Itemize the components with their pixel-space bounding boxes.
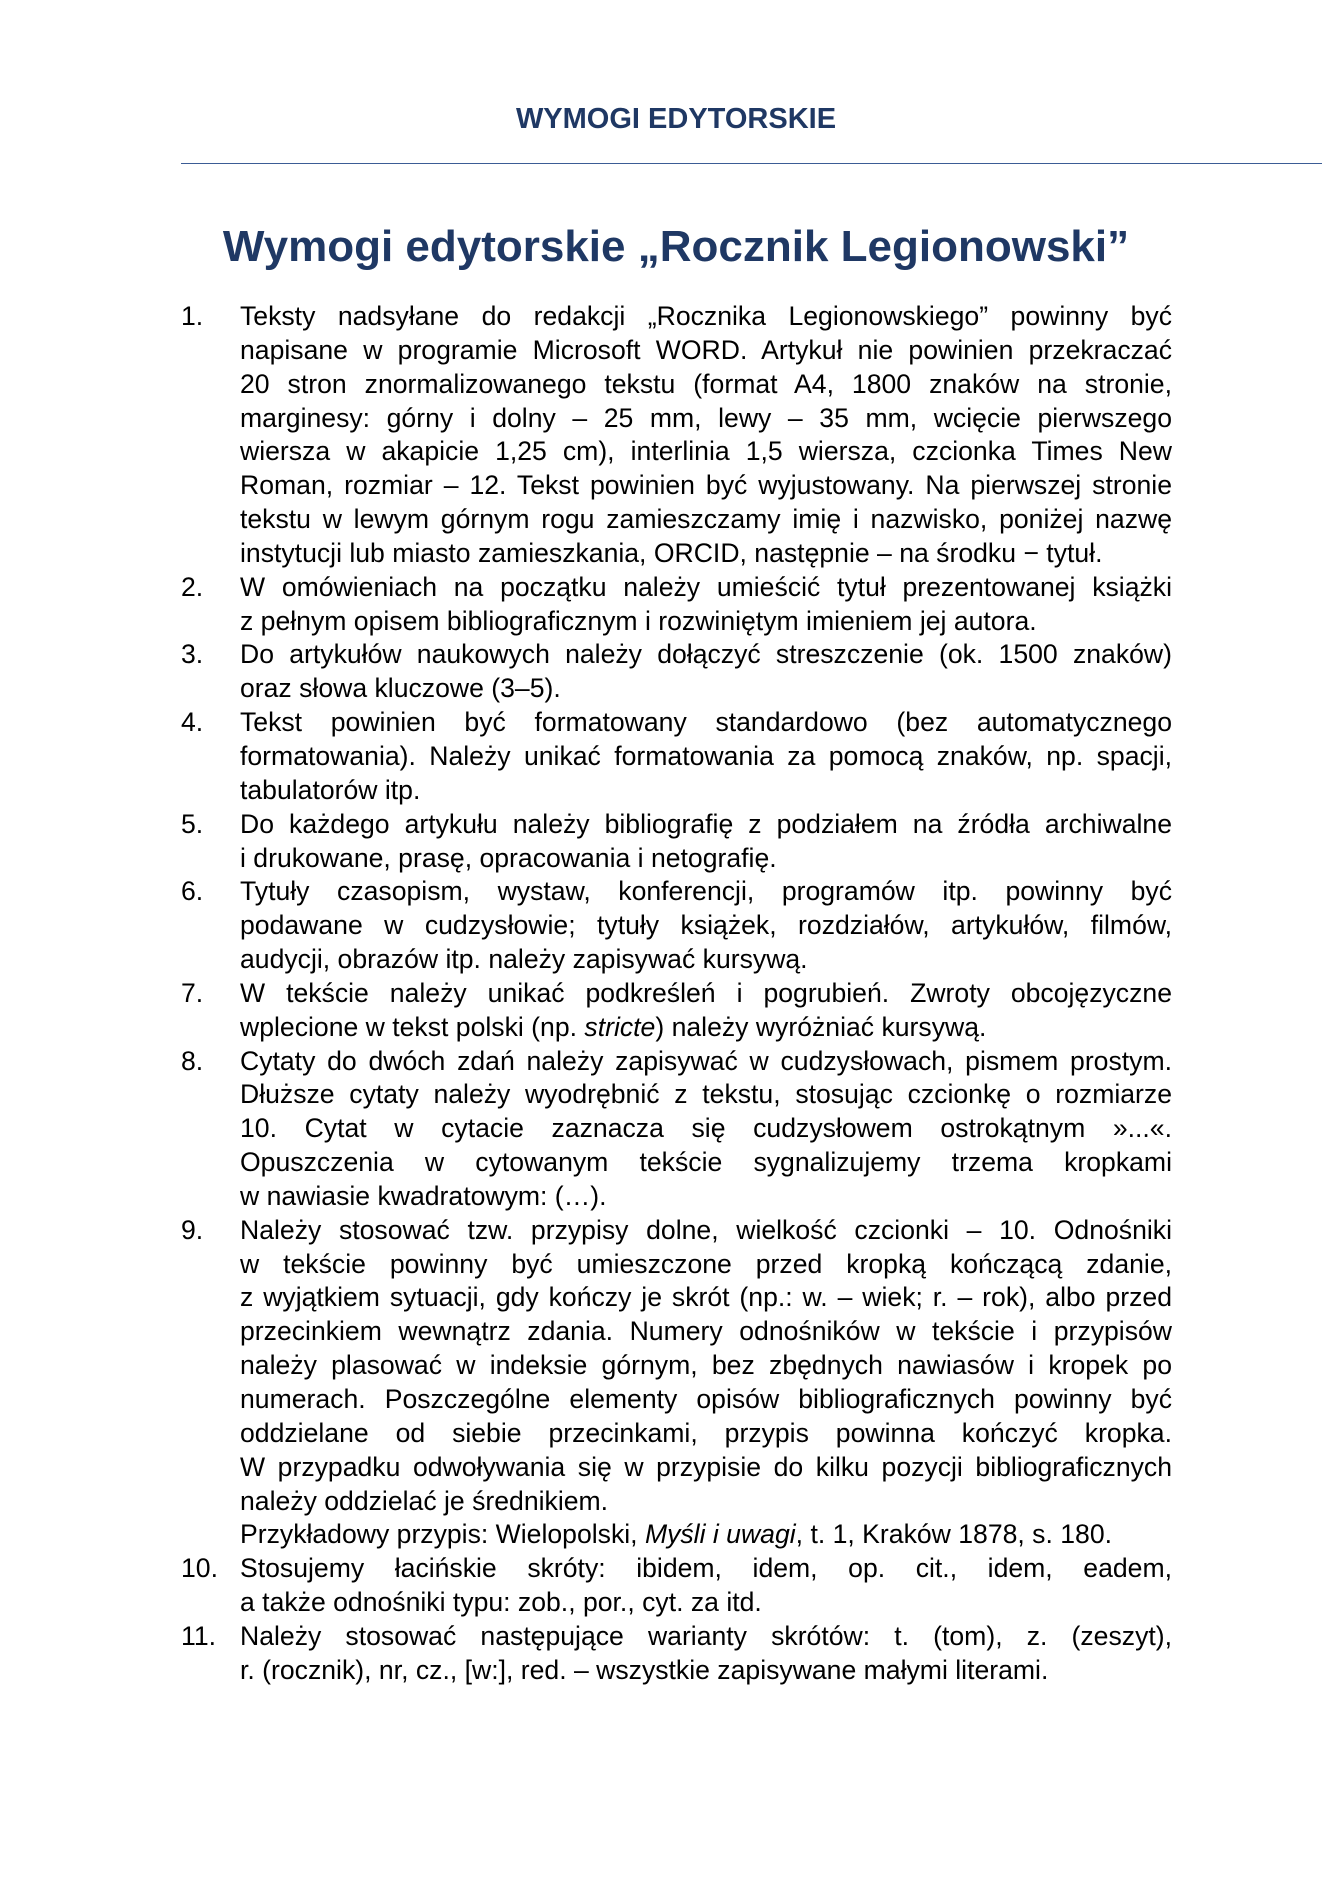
list-item: [181, 706, 1172, 808]
item-number: 4.: [181, 707, 204, 738]
list-item: [181, 1552, 1172, 1620]
text-line: przecinkiem wewnątrz zdania. Numery odnośników w tekście i przypisów: [240, 1316, 1172, 1347]
text-line: Opuszczenia w cytowanym tekście sygnalizujemy trzema kropkami: [240, 1147, 1172, 1178]
text-line: numerach. Poszczególne elementy opisów bibliograficznych powinny być: [240, 1384, 1172, 1414]
list-item: [181, 638, 1172, 706]
item-number: 9.: [181, 1214, 204, 1245]
item-number: 3.: [181, 639, 204, 670]
text-line: w tekście powinny być umieszczone przed kropką kończącą zdanie,: [240, 1248, 1172, 1279]
header-divider: [181, 163, 1322, 164]
requirements-list: [181, 300, 1172, 1688]
list-item: [181, 808, 1172, 876]
text-line: 10. Cytat w cytacie zaznacza się cudzysłowem ostrokątnym »...«.: [240, 1113, 1172, 1144]
example-suffix: , t. 1, Kraków 1878, s. 180.: [795, 1519, 1113, 1550]
text-line: marginesy: górny i dolny – 25 mm, lewy – 35 mm, wcięcie pierwszego: [240, 402, 1172, 433]
item-number: 7.: [181, 977, 204, 1008]
text-line: Tytuły czasopism, wystaw, konferencji, programów itp. powinny być: [240, 876, 1172, 907]
text-line: w nawiasie kwadratowym: (…).: [240, 1180, 607, 1211]
text-line: W omówieniach na początku należy umieścić tytuł prezentowanej książki: [240, 571, 1172, 602]
running-header: WYMOGI EDYTORSKIE: [515, 103, 837, 135]
text-line: napisane w programie Microsoft WORD. Artykuł nie powinien przekraczać: [240, 334, 1172, 365]
text-line: tekstu w lewym górnym rogu zamieszczamy imię i nazwisko, poniżej nazwę: [240, 504, 1172, 535]
list-item: [181, 977, 1172, 1045]
text-line: z wyjątkiem sytuacji, gdy kończy je skrót (np.: w. – wiek; r. – rok), albo przed: [240, 1282, 1172, 1313]
text-line: oddzielane od siebie przecinkami, przypis powinna kończyć kropka.: [240, 1417, 1172, 1448]
text-line: oraz słowa kluczowe (3–5).: [240, 673, 561, 704]
text-line: r. (rocznik), nr, cz., [w:], red. – wszystkie zapisywane małymi literami.: [240, 1654, 1049, 1685]
text-line: Roman, rozmiar – 12. Tekst powinien być wyjustowany. Na pierwszej stronie: [240, 470, 1172, 501]
text-line: Cytaty do dwóch zdań należy zapisywać w cudzysłowach, pismem prostym.: [240, 1045, 1172, 1076]
text-line: audycji, obrazów itp. należy zapisywać kursywą.: [240, 944, 808, 975]
text-line: W tekście należy unikać podkreśleń i pogrubień. Zwroty obcojęzyczne: [240, 977, 1172, 1008]
text-line: Należy stosować tzw. przypisy dolne, wielkość czcionki – 10. Odnośniki: [240, 1214, 1172, 1245]
text-line: a także odnośniki typu: zob., por., cyt. za itd.: [240, 1587, 762, 1618]
text-line: W przypadku odwoływania się w przypisie do kilku pozycji bibliograficznych: [240, 1451, 1172, 1482]
document-title: Wymogi edytorskie „Rocznik Legionowski”: [222, 222, 1130, 271]
text-line: wiersza w akapicie 1,25 cm), interlinia 1,5 wiersza, czcionka Times New: [240, 436, 1172, 467]
item-number: 6.: [181, 876, 204, 907]
item-number: 2.: [181, 571, 204, 602]
example-prefix: Przykładowy przypis: Wielopolski,: [240, 1519, 645, 1550]
example-italic-title: Myśli i uwagi: [644, 1519, 796, 1550]
list-item: [181, 571, 1172, 639]
item-number: 11.: [181, 1620, 216, 1651]
text-line: Należy stosować następujące warianty skrótów: t. (tom), z. (zeszyt),: [240, 1620, 1172, 1651]
list-item: [181, 300, 1172, 571]
text-line: tabulatorów itp.: [240, 774, 421, 805]
text-line: z pełnym opisem bibliograficznym i rozwiniętym imieniem jej autora.: [240, 605, 1037, 636]
example-footnote: [240, 1518, 1172, 1552]
list-item: [181, 1045, 1172, 1214]
text-line: należy oddzielać je średnikiem.: [240, 1485, 609, 1516]
text-line: instytucji lub miasto zamieszkania, ORCID, następnie – na środku − tytuł.: [240, 537, 1103, 568]
list-item: [181, 1620, 1172, 1688]
item-number: 10.: [181, 1553, 218, 1584]
text-line: Do każdego artykułu należy bibliografię z podziałem na źródła archiwalne: [240, 808, 1172, 839]
list-item: [181, 1214, 1172, 1552]
text-line: 20 stron znormalizowanego tekstu (format A4, 1800 znaków na stronie,: [240, 368, 1172, 399]
text-line: i drukowane, prasę, opracowania i netografię.: [240, 842, 777, 873]
item-number: 8.: [181, 1045, 204, 1076]
list-item: [181, 875, 1172, 977]
text-line-with-italic: wplecione w tekst polski (np. stricte) należy wyróżniać kursywą.: [240, 1011, 987, 1042]
text-line: Stosujemy łacińskie skróty: ibidem, idem, op. cit., idem, eadem,: [240, 1553, 1172, 1584]
item-number: 5.: [181, 808, 204, 839]
text-line: Tekst powinien być formatowany standardowo (bez automatycznego: [240, 707, 1172, 738]
text-line: formatowania). Należy unikać formatowania za pomocą znaków, np. spacji,: [240, 740, 1172, 771]
text-line: podawane w cudzysłowie; tytuły książek, rozdziałów, artykułów, filmów,: [240, 910, 1172, 941]
text-line: Do artykułów naukowych należy dołączyć streszczenie (ok. 1500 znaków): [240, 639, 1172, 670]
text-line: należy plasować w indeksie górnym, bez zbędnych nawiasów i kropek po: [240, 1350, 1172, 1381]
text-line: Dłuższe cytaty należy wyodrębnić z tekstu, stosując czcionkę o rozmiarze: [240, 1079, 1172, 1110]
text-line: Teksty nadsyłane do redakcji „Rocznika Legionowskiego” powinny być: [240, 301, 1172, 331]
item-number: 1.: [181, 301, 204, 331]
italic-term: stricte: [584, 1011, 656, 1042]
